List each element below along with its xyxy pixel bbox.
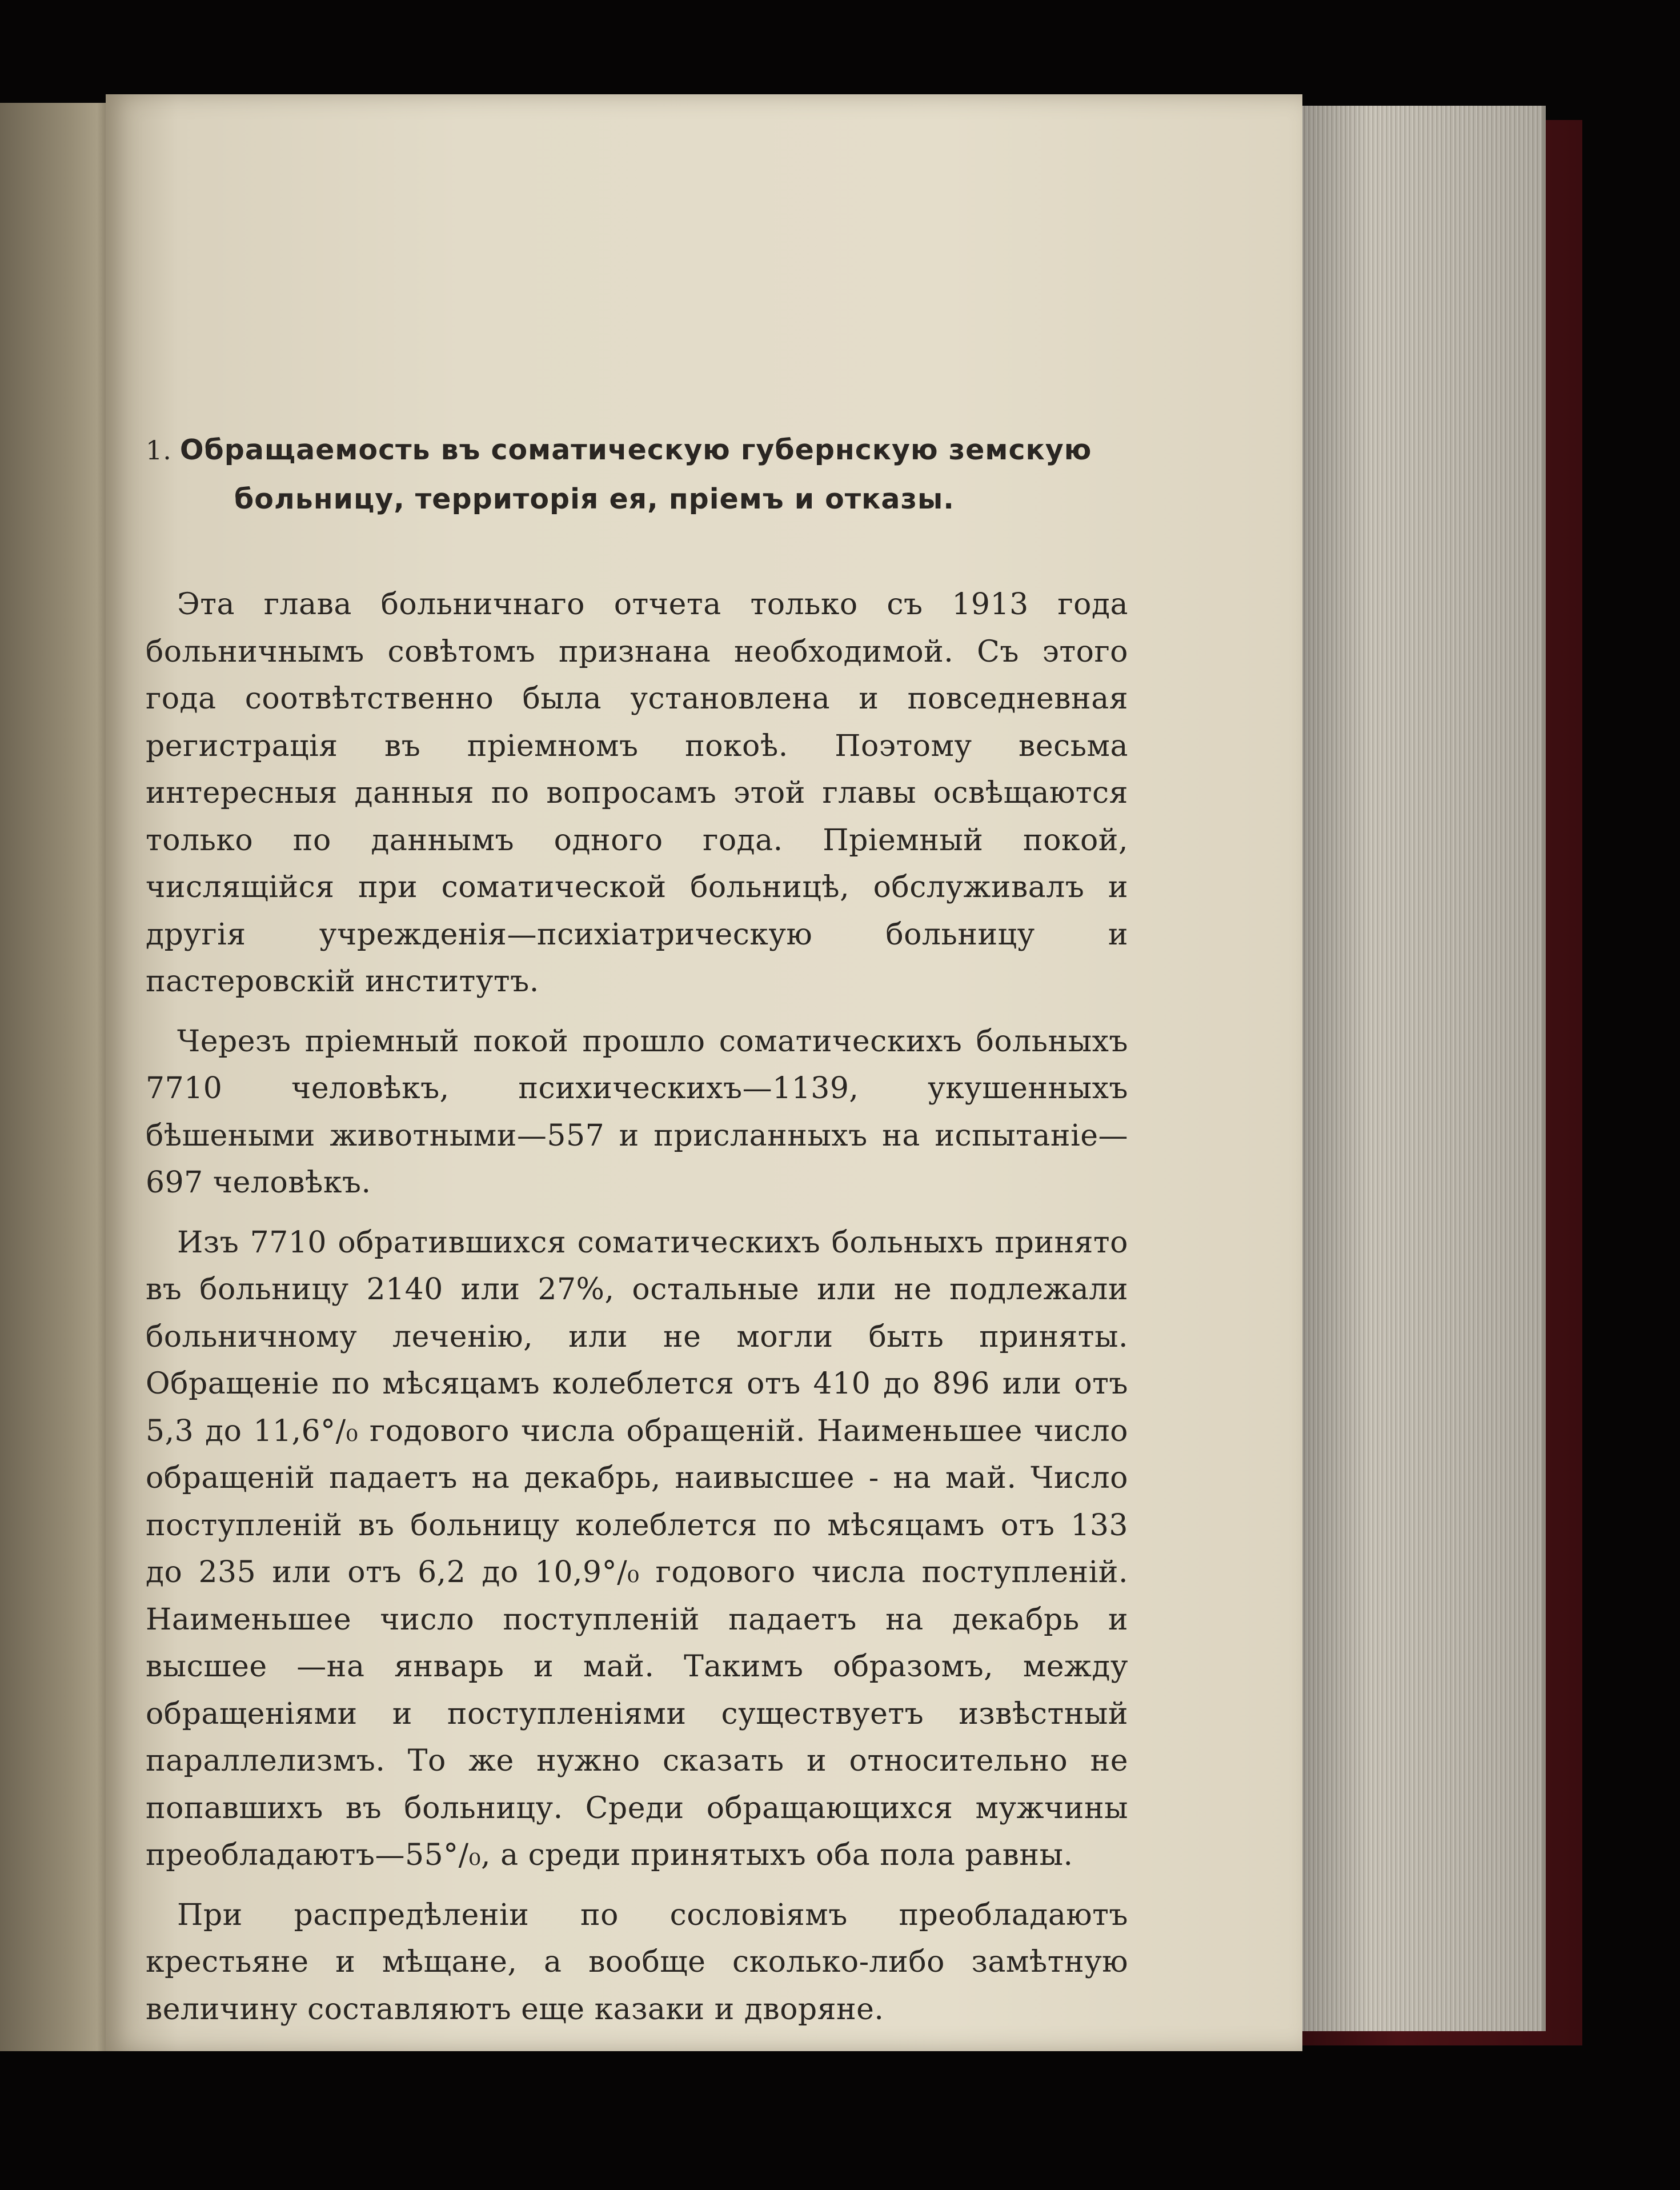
paragraph: При распредѣленіи по сословіямъ преобладаютъ крестьяне и мѣщане, а вообще сколько-либо замѣтную величину составляютъ еще казаки и дворяне. bbox=[146, 1897, 1128, 2027]
paragraph: Изъ 7710 обратившихся соматическихъ больныхъ принято въ больницу 2140 или 27%, остальные или не подлежали больничному леченію, или не могли быть приняты. Обращеніе по мѣсяцамъ колеблется отъ 410 до 896 или отъ 5,3 до 11,6°/₀ годового числа обращеній. Наименьшее число обращеній падаетъ на декабрь, наивысшее - на май. Число поступленій въ больницу колеблется по мѣсяцамъ отъ 133 до 235 или отъ 6,2 до 10,9°/₀ годового числа поступленій. Наименьшее число поступленій падаетъ на декабрь и высшее —на январь и май. Такимъ образомъ, между обращеніями и поступленіями существуетъ извѣстный параллелизмъ. То же нужно сказать и относительно не попавшихъ въ больницу. Среди обращающихся мужчины преобладаютъ—55°/₀, а среди принятыхъ оба пола равны. bbox=[146, 1225, 1128, 1872]
page-text bbox=[146, 426, 1128, 2045]
section-number: 1. bbox=[146, 435, 172, 466]
heading-line-1: Обращаемость въ соматическую губернскую земскую bbox=[179, 434, 1092, 466]
heading-line-2: больницу, территорія ея, пріемъ и отказы. bbox=[234, 483, 955, 515]
section-heading bbox=[146, 426, 1128, 524]
facing-page bbox=[0, 103, 114, 2051]
paragraph: Эта глава больничнаго отчета только съ 1913 года больничнымъ совѣтомъ признана необходимой. Съ этого года соотвѣтственно была установлена и повседневная регистрація въ пріемномъ покоѣ. Поэтому весьма интересныя данныя по вопросамъ этой главы освѣщаются только по даннымъ одного года. Пріемный покой, числящійся при соматической больницѣ, обслуживалъ и другія учрежденія—психіатрическую больницу и пастеровскій институтъ. bbox=[146, 587, 1128, 999]
page-edges bbox=[1297, 106, 1546, 2031]
paragraph: Черезъ пріемный покой прошло соматическихъ больныхъ 7710 человѣкъ, психическихъ—1139, укушенныхъ бѣшеными животными—557 и присланныхъ на испытаніе—697 человѣкъ. bbox=[146, 1024, 1128, 1200]
